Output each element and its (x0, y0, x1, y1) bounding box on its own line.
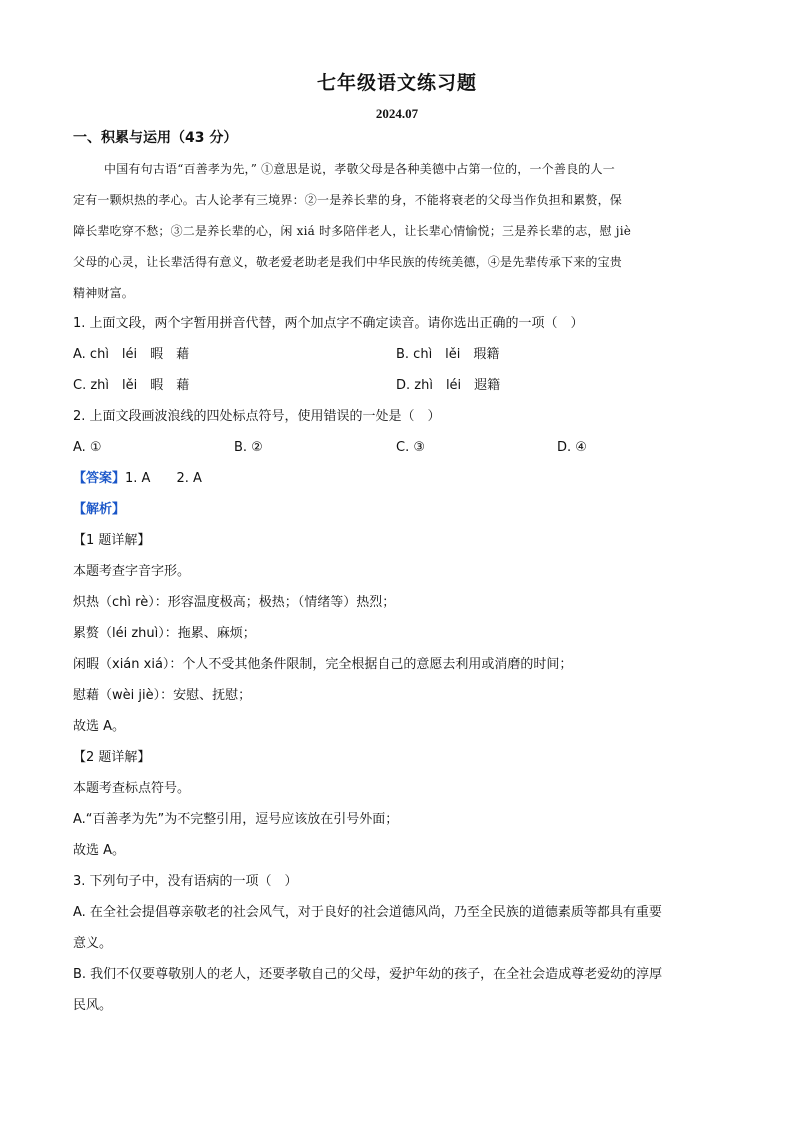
detail-1-intro: 本题考查字音字形。 (73, 564, 191, 579)
detail-1-conclusion: 故选 A。 (73, 719, 126, 734)
answer-line (73, 470, 202, 488)
detail-2-conclusion: 故选 A。 (73, 843, 126, 858)
question-1-option-c[interactable]: C. zhì lěi 暇 藉 (73, 378, 190, 393)
passage-line-2: 定有一颗炽热的孝心。古人论孝有三境界：②一是养长辈的身，不能将衰老的父母当作负担和累赘，保 (73, 193, 623, 207)
question-3-stem: 3. 下列句子中，没有语病的一项（ ） (73, 874, 298, 889)
detail-2-heading: 【2 题详解】 (73, 750, 151, 765)
question-3-option-b[interactable]: B. 我们不仅要尊敬别人的老人，还要孝敬自己的父母，爱护年幼的孩子，在全社会造成尊老爱幼的淳厚 (73, 967, 663, 982)
question-2-option-b[interactable]: B. ② (234, 440, 263, 455)
question-2-option-a[interactable]: A. ① (73, 440, 102, 455)
question-1-option-a[interactable]: A. chì léi 暇 藉 (73, 347, 190, 362)
question-1-option-b[interactable]: B. chì lěi 瑕籍 (396, 347, 500, 362)
question-3-option-b-cont: 民风。 (73, 998, 113, 1013)
passage-line-1: 中国有句古语“百善孝为先，” ①意思是说，孝敬父母是各种美德中占第一位的，一个善良的人一 (104, 162, 615, 176)
detail-1-item-4: 慰藉（wèi jiè）：安慰、抚慰； (73, 688, 252, 703)
answer-label: 【答案】 (73, 471, 126, 486)
passage-line-4: 父母的心灵，让长辈活得有意义，敬老爱老助老是我们中华民族的传统美德，④是先辈传承下来的宝贵 (73, 255, 623, 269)
detail-1-item-3: 闲暇（xián xiá）：个人不受其他条件限制，完全根据自己的意愿去利用或消磨的时间； (73, 657, 573, 672)
passage-line-5: 精神财富。 (73, 286, 135, 300)
exam-date: 2024.07 (375, 106, 419, 121)
detail-1-item-2: 累赘（léi zhuì）：拖累、麻烦； (73, 626, 256, 641)
question-3-option-a[interactable]: A. 在全社会提倡尊亲敬老的社会风气，对于良好的社会道德风尚，乃至全民族的道德素质等都具有重要 (73, 905, 662, 920)
question-2-option-d[interactable]: D. ④ (557, 440, 587, 455)
section-heading: 一、积累与运用（43 分） (73, 130, 238, 146)
question-2-stem: 2. 上面文段画波浪线的四处标点符号，使用错误的一处是（ ） (73, 409, 441, 424)
detail-1-heading: 【1 题详解】 (73, 533, 151, 548)
passage-line-3: 障长辈吃穿不愁；③二是养长辈的心，闲 xiá 时多陪伴老人，让长辈心情愉悦；三是养长辈的志，慰 jiè (73, 224, 632, 238)
question-1-option-d[interactable]: D. zhì léi 遐籍 (396, 378, 501, 393)
analysis-label: 【解析】 (73, 502, 126, 517)
question-2-option-c[interactable]: C. ③ (396, 440, 425, 455)
question-3-option-a-cont: 意义。 (73, 936, 113, 951)
detail-1-item-1: 炽热（chì rè）：形容温度极高；极热；（情绪等）热烈； (73, 595, 396, 610)
page-title: 七年级语文练习题 (316, 72, 477, 94)
answer-text: 1. A 2. A (125, 471, 202, 486)
detail-2-item-1: A.“百善孝为先”为不完整引用，逗号应该放在引号外面； (73, 812, 399, 827)
question-1-stem: 1. 上面文段，两个字暂用拼音代替，两个加点字不确定读音。请你选出正确的一项（ ） (73, 316, 584, 331)
detail-2-intro: 本题考查标点符号。 (73, 781, 191, 796)
